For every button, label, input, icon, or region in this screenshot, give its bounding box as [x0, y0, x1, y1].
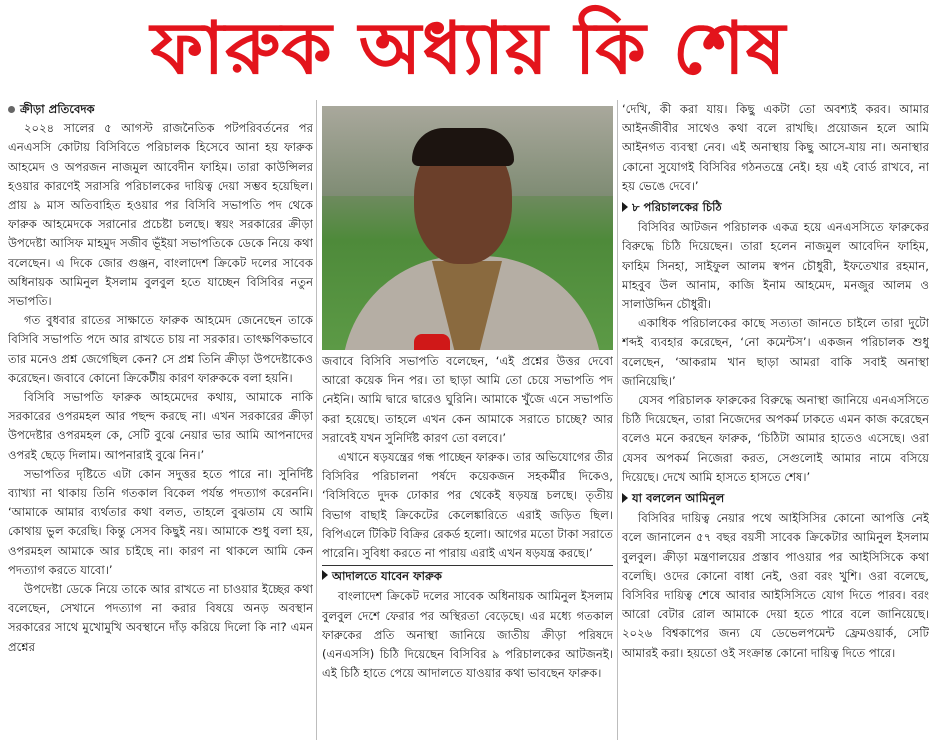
- paragraph: যেসব পরিচালক ফারুকের বিরুদ্ধে অনাস্থা জানিয়ে এনএসসিতে চিঠি দিয়েছেন, তারা নিজেদের অপকর্ম ঢাকতে এমন কাজ করেছেন বলেও মনে করছেন ফারুক, ‘চিঠিটা আমার হাতেও এসেছে। ওরা যেসব অপকর্ম নিজেরা করত, সেগুলোই আমার নামে বসিয়ে দিয়েছে। দেখে আমি হাসতে হাসতে শেষ।’: [622, 393, 929, 484]
- paragraph: ২০২৪ সালের ৫ আগস্ট রাজনৈতিক পটপরিবর্তনের পর এনএসসি কোটায় বিসিবিতে পরিচালক হিসেবে আনা হয় ফারুক আহমেদ ও অপরজন নাজমুল আবেদীন ফাহিম। তারা কাউন্সিলর হওয়ার কারণেই সরাসরি পরিচালকের দায়িত্ব দেয়া সম্ভব হয়েছিল। প্রায় ৯ মাস অতিবাহিত হওয়ার পর বিসিবি সভাপতি পদ থেকে ফারুক আহমেদকে সরানোর প্রচেষ্টা চলছে। স্বয়ং সরকারের ক্রীড়া উপদেষ্টা আসিফ মাহমুদ সজীব ভূঁইয়া সভাপতিকে ডেকে নিয়ে কথা বলেছেন। এ দিকে জোর গুঞ্জন, বাংলাদেশ ক্রিকেট দলের সাবেক অধিনায়ক আমিনুল ইসলাম বুলবুল হতে যাচ্ছেন বিসিবির নতুন সভাপতি।: [8, 121, 313, 309]
- article-column-3: [622, 100, 929, 745]
- paragraph: জবাবে বিসিবি সভাপতি বলেছেন, ‘এই প্রশ্নের উত্তর দেবো আরো কয়েক দিন পর। তা ছাড়া আমি তো চেয়ে সভাপতি পদ নেইনি। আমি দ্বারে দ্বারেও ঘুরিনি। আমাকে খুঁজে এনে সভাপতি করা হয়েছে। তাহলে এখন কেন আমাকে সরাতে চাচ্ছে? আর সরাবেই যখন সুনির্দিষ্ট কারণ তো বলবে।’: [322, 354, 613, 445]
- article-column-2: [322, 352, 613, 745]
- subheading: ৮ পরিচালকের চিঠি: [622, 198, 929, 217]
- paragraph: একাধিক পরিচালকের কাছে সত্যতা জানতে চাইলে তারা দুটো শব্দই ব্যবহার করেছেন, ‘নো কমেন্টস’। একজন পরিচালক শুধু বলেছেন, ‘আকরাম খান ছাড়া আমরা বাকি সবাই অনাস্থা জানিয়েছি।’: [622, 316, 929, 388]
- paragraph: বিসিবি সভাপতি ফারুক আহমেদের কথায়, আমাকে নাকি সরকারের ওপরমহল আর পছন্দ করছে না। এখন সরকারের ক্রীড়া উপদেষ্টার ওপরমহল কে, সেটি বুঝে নেয়ার ভার আমি আপনাদের ওপরই ছেড়ে দিলাম। আপনারাই বুঝে নিন।’: [8, 390, 313, 462]
- paragraph: এখানে ষড়যন্ত্রের গন্ধ পাচ্ছেন ফারুক। তার অভিযোগের তীর বিসিবির পরিচালনা পর্ষদে কয়েকজন সহকর্মীর দিকেও, ‘বিসিবিতে দুদক ঢোকার পর থেকেই ষড়যন্ত্র চলছে। তৃতীয় বিভাগ বাছাই ক্রিকেটের কেলেঙ্কারিতে এরাই জড়িত ছিল। বিপিএলে টিকিট বিক্রির রেকর্ড হলো। আগের মতো টাকা সরাতে পারেনি। সুবিধা করতে না পারায় এরাই এখন ষড়যন্ত্র করছে।’: [322, 450, 613, 561]
- article-column-1: [8, 100, 313, 745]
- column-rule: [316, 100, 317, 740]
- paragraph: গত বুধবার রাতের সাক্ষাতে ফারুক আহমেদ জেনেছেন তাকে বিসিবি সভাপতি পদে আর রাখতে চায় না সরকার। তাৎক্ষণিকভাবে তার মনেও প্রশ্ন জেগেছিল কেন? সে প্রশ্ন তিনি ক্রীড়া উপদেষ্টাকেও করেছেন। জবাবে কোনো ক্রিকেটীয় কারণ ফারুককে বলা হয়নি।: [8, 313, 313, 385]
- subheading: যা বললেন আমিনুল: [622, 489, 929, 508]
- paragraph: সভাপতির দৃষ্টিতে এটা কোন সদুত্তর হতে পারে না। সুনির্দিষ্ট ব্যাখ্যা না থাকায় তিনি গতকাল বিকেল পর্যন্ত পদত্যাগ করেননি। ‘আমাকে আমার ব্যর্থতার কথা বলত, তাহলে বুঝতাম যে আমি কোথায় ভুল করেছি। কিন্তু সেসব কিছুই নয়। আমাকে শুধু বলা হয়, ওপরমহল আমাকে আর চাইছে না। কারণ না থাকলে আমি কেন পদত্যাগ করতে যাবো।’: [8, 466, 313, 577]
- headline: ফারুক অধ্যায় কি শেষ: [150, 6, 787, 90]
- paragraph: বিসিবির আটজন পরিচালক একত্র হয়ে এনএসসিতে ফারুকের বিরুদ্ধে চিঠি দিয়েছেন। তারা হলেন নাজমুল আবেদিন ফাহিম, ফাহিম সিনহা, সাইফুল আলম স্বপন চৌধুরী, ইফতেখার রহমান, মাহবুব উল আনাম, কাজি ইনাম আহমেদ, মনজুর আলম ও সালাউদ্দিন চৌধুরী।: [622, 220, 929, 312]
- paragraph: বাংলাদেশ ক্রিকেট দলের সাবেক অধিনায়ক আমিনুল ইসলাম বুলবুল দেশে ফেরার পর অস্থিরতা বেড়েছে। এর মধ্যে গতকাল ফারুকের প্রতি অনাস্থা জানিয়ে জাতীয় ক্রীড়া পরিষদে (এনএসসি) চিঠি দিয়েছেন বিসিবির ৯ পরিচালকের আটজনই। এই চিঠি হাতে পেয়ে আদালতে যাওয়ার কথা ভাবছেন ফারুক।: [322, 589, 613, 681]
- hair-shape: [412, 128, 514, 166]
- subheading: আদালতে যাবেন ফারুক: [322, 565, 613, 586]
- bullet-icon: [8, 106, 15, 113]
- portrait-photo: [322, 106, 613, 350]
- paragraph: বিসিবির দায়িত্ব নেয়ার পথে আইসিসির কোনো আপত্তি নেই বলে জানালেন ৫৭ বছর বয়সী সাবেক ক্রিকেটার আমিনুল ইসলাম বুলবুল। ক্রীড়া মন্ত্রণালয়ের প্রস্তাব পাওয়ার পর আইসিসিকে কথা বলেছি। ওদের কোনো বাধা নেই, ওরা বরং খুশি। ওরা বলেছে, বিসিবির দায়িত্ব শেষে আবার আইসিসিতে যোগ দিতে পারব। বরং আরো বেটার রোল আমাকে দেয়া হতে পারে বলে জানিয়েছে। ২০২৬ বিশ্বকাপের জন্য যে ডেভেলপমেন্ট ফ্রেমওয়ার্ক, সেটি আমারই করা। হয়তো ওই সংক্রান্ত কোনো দায়িত্ব দিতে পারে।: [622, 511, 929, 660]
- byline: [8, 100, 313, 119]
- paragraph: উপদেষ্টা ডেকে নিয়ে তাকে আর রাখতে না চাওয়ার ইচ্ছের কথা বলেছেন, সেখানে পদত্যাগ না করার বিষয়ে অনড় অবস্থান সরকারের সাথে মুখোমুখি অবস্থানে দাঁড় করিয়ে দিলো কি না? এমন প্রশ্নের: [8, 582, 313, 654]
- paragraph: ‘দেখি, কী করা যায়। কিছু একটা তো অবশ্যই করব। আমার আইনজীবীর সাথেও কথা বলে রাখছি। প্রয়োজন হলে আমি আইনগত ব্যবস্থা নেব। এই অনাস্থায় কিছু আসে-যায় না। অনাস্থার কোনো সুযোগই বিসিবির গঠনতন্ত্রে নেই। হয় এই বোর্ড রাখবে, না হয় ভেঙে দেবে।’: [622, 102, 929, 193]
- column-rule: [617, 100, 618, 740]
- microphone-icon: [414, 334, 450, 350]
- byline-text: ক্রীড়া প্রতিবেদক: [20, 102, 95, 116]
